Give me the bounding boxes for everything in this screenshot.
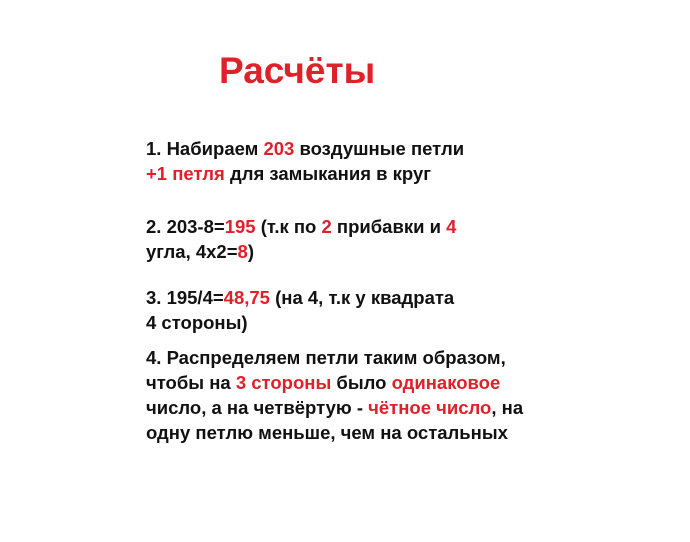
text-segment: было	[331, 372, 392, 393]
text-segment: (т.к по	[255, 216, 322, 237]
text-segment: 4. Распределяем петли таким образом,	[146, 347, 506, 368]
highlighted-text: 195	[224, 216, 256, 237]
text-segment: одну петлю меньше, чем на остальных	[146, 422, 508, 443]
step-line	[146, 214, 456, 239]
highlighted-text: одинаковое	[391, 372, 501, 393]
text-segment: 1. Набираем	[146, 138, 264, 159]
step-line	[146, 161, 464, 186]
highlighted-text: 2	[321, 216, 332, 237]
highlighted-text: +1 петля	[146, 163, 225, 184]
text-segment: воздушные петли	[294, 138, 465, 159]
highlighted-text: 4	[446, 216, 457, 237]
step-line	[146, 395, 523, 420]
text-segment: (на 4, т.к у квадрата	[269, 287, 455, 308]
text-segment: 2. 203-8=	[146, 216, 225, 237]
text-segment: 4 стороны)	[146, 312, 248, 333]
step-line	[146, 420, 523, 445]
text-segment: 3. 195/4=	[146, 287, 224, 308]
step-line	[146, 345, 523, 370]
highlighted-text: 203	[263, 138, 295, 159]
highlighted-text: 8	[237, 241, 248, 262]
text-segment: чтобы на	[146, 372, 236, 393]
step-line	[146, 136, 464, 161]
step-line	[146, 239, 456, 264]
step-line	[146, 310, 454, 335]
step-line	[146, 370, 523, 395]
step-3	[146, 285, 454, 335]
highlighted-text: 48,75	[223, 287, 270, 308]
text-segment: )	[247, 241, 254, 262]
highlighted-text: чётное число	[368, 397, 492, 418]
page-title: Расчёты	[219, 50, 376, 91]
highlighted-text: 3 стороны	[235, 372, 332, 393]
text-segment: угла, 4х2=	[146, 241, 238, 262]
text-segment: для замыкания в круг	[224, 163, 431, 184]
text-segment: , на	[491, 397, 524, 418]
step-2	[146, 214, 456, 264]
text-segment: число, а на четвёртую -	[146, 397, 369, 418]
step-1	[146, 136, 464, 186]
step-4	[146, 345, 523, 445]
step-line	[146, 285, 454, 310]
text-segment: прибавки и	[331, 216, 447, 237]
